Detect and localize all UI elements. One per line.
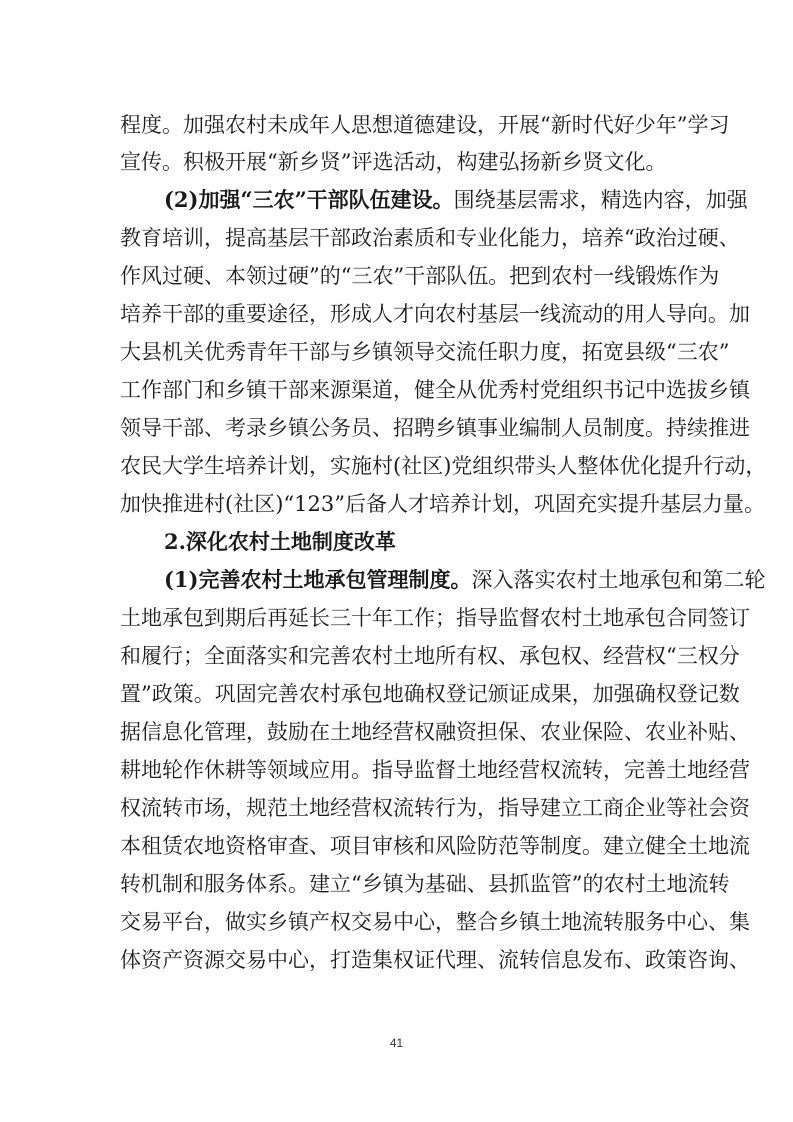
paragraph-lead-bold: (2)加强“三农”干部队伍建设。 (164, 187, 454, 212)
paragraph-lead-rest: 深入落实农村土地承包和第二轮 (471, 568, 766, 592)
body-text-line: 体资产资源交易中心，打造集权证代理、流转信息发布、政策咨询、 (120, 948, 750, 972)
body-text-line: 领导干部、考录乡镇公务员、招聘乡镇事业编制人员制度。持续推进 (120, 416, 750, 440)
body-text-line: 权流转市场，规范土地经营权流转行为，指导建立工商企业等社会资 (120, 796, 750, 820)
body-text-line: 大县机关优秀青年干部与乡镇领导交流任职力度，拓宽县级“三农” (120, 340, 730, 364)
body-text-line: 农民大学生培养计划，实施村(社区)党组织带头人整体优化提升行动， (120, 454, 767, 478)
body-text-line: 置”政策。巩固完善农村承包地确权登记颁证成果，加强确权登记数 (120, 682, 740, 706)
body-text-line: 和履行；全面落实和完善农村土地所有权、承包权、经营权“三权分 (120, 644, 740, 668)
body-text-line: 土地承包到期后再延长三十年工作；指导监督农村土地承包合同签订 (120, 606, 750, 630)
body-text-line: 作风过硬、本领过硬”的“三农”干部队伍。把到农村一线锻炼作为 (120, 264, 720, 288)
body-text-line: 加快推进村(社区)“123”后备人才培养计划，巩固充实提升基层力量。 (120, 492, 765, 516)
body-text-line: 程度。加强农村未成年人思想道德建设，开展“新时代好少年”学习 (120, 113, 730, 137)
body-text-line: 宣传。积极开展“新乡贤”评选活动，构建弘扬新乡贤文化。 (120, 150, 667, 174)
body-text-line: 本租赁农地资格审查、项目审核和风险防范等制度。建立健全土地流 (120, 834, 750, 858)
body-text-line: 教育培训，提高基层干部政治素质和专业化能力，培养“政治过硬、 (120, 226, 740, 250)
paragraph-lead-bold: (1)完善农村土地承包管理制度。 (164, 567, 472, 592)
paragraph-first-line (164, 186, 748, 214)
body-text-line: 转机制和服务体系。建立“乡镇为基础、县抓监管”的农村土地流转 (120, 872, 730, 896)
body-text-line: 交易平台，做实乡镇产权交易中心，整合乡镇土地流转服务中心、集 (120, 910, 750, 934)
paragraph-first-line (164, 566, 766, 594)
paragraph-lead-rest: 围绕基层需求，精选内容，加强 (453, 188, 748, 212)
body-text-line: 工作部门和乡镇干部来源渠道，健全从优秀村党组织书记中选拔乡镇 (120, 378, 750, 402)
body-text-line: 据信息化管理，鼓励在土地经营权融资担保、农业保险、农业补贴、 (120, 720, 750, 744)
body-text-line: 培养干部的重要途径，形成人才向农村基层一线流动的用人导向。加 (120, 302, 750, 326)
section-heading: 2.深化农村土地制度改革 (164, 529, 396, 554)
page-number: 41 (389, 1036, 404, 1050)
body-text-line: 耕地轮作休耕等领域应用。指导监督土地经营权流转，完善土地经营 (120, 758, 750, 782)
